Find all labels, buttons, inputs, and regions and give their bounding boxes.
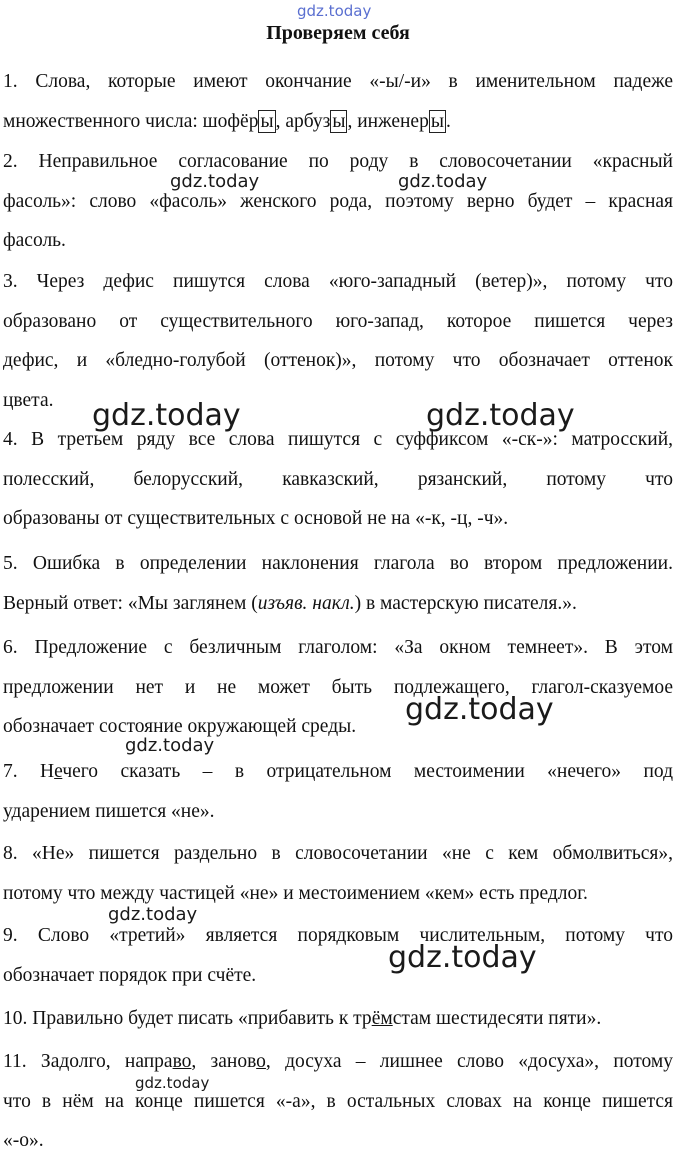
underlined-letters: ём xyxy=(371,1008,393,1029)
answer-item-8 xyxy=(3,834,673,913)
answer-item-7 xyxy=(3,752,673,831)
item-line: «-о». xyxy=(3,1130,44,1151)
answer-item-9 xyxy=(3,916,673,995)
item-line: 3. Через дефис пишутся слова «юго-западный (ветер)», потому что xyxy=(3,271,673,292)
page-title: Проверяем себя xyxy=(266,22,410,44)
ending-box: ы xyxy=(430,110,444,132)
item-line: обозначает порядок при счёте. xyxy=(3,964,257,986)
watermark: gdz.today xyxy=(426,398,575,433)
item-line: цвета. xyxy=(3,389,54,411)
item-line: образованы от существительных с основой не на «-к, -ц, -ч». xyxy=(3,508,509,529)
ending-box: ы xyxy=(260,110,274,132)
item-line: 9. Слово «третий» является порядковым числительным, потому что xyxy=(3,925,673,946)
watermark: gdz.today xyxy=(92,398,241,433)
underlined-letters: во xyxy=(172,1051,192,1072)
watermark: gdz.today xyxy=(125,735,215,756)
item-line: 4. В третьем ряду все слова пишутся с суффиксом «-ск-»: матросский, xyxy=(3,429,673,450)
item-line: полесский, белорусский, кавказский, рязанский, потому что xyxy=(3,468,673,490)
watermark: gdz.today xyxy=(398,171,488,192)
stressed-letter: е xyxy=(54,761,63,782)
underlined-letters: о xyxy=(256,1051,266,1072)
answer-item-11 xyxy=(3,1042,673,1161)
item-line: 8. «Не» пишется раздельно в словосочетании «не с кем обмолвиться», xyxy=(3,843,673,864)
watermark: gdz.today xyxy=(297,2,372,20)
item-line: 7. Нечего сказать – в отрицательном местоимении «нечего» под xyxy=(3,761,673,782)
item-line: предложении нет и не может быть подлежащего, глагол-сказуемое xyxy=(3,676,673,698)
item-line: дефис, и «бледно-голубой (оттенок)», потому что обозначает оттенок xyxy=(3,350,673,371)
answer-item-10 xyxy=(3,999,673,1039)
item-line: ударением пишется «не». xyxy=(3,800,215,822)
watermark: gdz.today xyxy=(108,904,198,925)
item-line: Верный ответ: «Мы заглянем (изъяв. накл.) в мастерскую писателя.». xyxy=(3,592,577,614)
item-line: 6. Предложение с безличным глаголом: «За окном темнеет». В этом xyxy=(3,637,673,658)
item-line: потому что между частицей «не» и местоимением «кем» есть предлог. xyxy=(3,882,588,904)
item-line: фасоль»: слово «фасоль» женского рода, поэтому верно будет – красная xyxy=(3,190,673,212)
item-line: 10. Правильно будет писать «прибавить к трёмстам шестидесяти пяти». xyxy=(3,1008,602,1029)
item-line: 5. Ошибка в определении наклонения глагола во втором предложении. xyxy=(3,553,673,574)
ending-box: ы xyxy=(332,110,346,132)
answer-item-1 xyxy=(3,62,673,141)
answer-item-5 xyxy=(3,544,673,623)
italic-note: изъяв. накл. xyxy=(257,592,355,614)
watermark: gdz.today xyxy=(135,1074,210,1092)
watermark: gdz.today xyxy=(170,171,260,192)
answer-item-6 xyxy=(3,628,673,747)
answer-item-3 xyxy=(3,262,673,420)
item-line: 1. Слова, которые имеют окончание «-ы/-и» в именительном падеже xyxy=(3,71,673,92)
item-line: обозначает состояние окружающей среды. xyxy=(3,716,357,737)
item-line: что в нём на конце пишется «-а», в остальных словах на конце пишется xyxy=(3,1090,673,1112)
watermark: gdz.today xyxy=(405,692,554,727)
watermark: gdz.today xyxy=(388,940,537,975)
item-line: образовано от существительного юго-запад, которое пишется через xyxy=(3,310,673,332)
item-line: множественного числа: шофёр ы , арбуз ы , инженер ы . xyxy=(3,110,451,132)
item-line: фасоль. xyxy=(3,230,66,251)
item-line: 11. Задолго, направо, заново, досуха – лишнее слово «досуха», потому xyxy=(3,1051,673,1072)
answer-item-2 xyxy=(3,142,673,261)
answer-item-4 xyxy=(3,420,673,539)
item-line: 2. Неправильное согласование по роду в словосочетании «красный xyxy=(3,151,673,172)
